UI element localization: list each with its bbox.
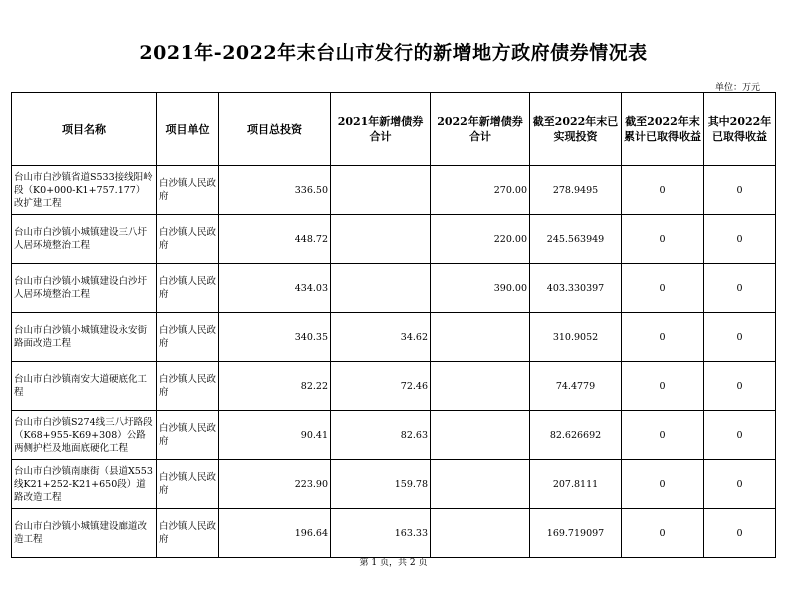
header-total: 项目总投资 — [219, 93, 331, 166]
page-title: 2021年-2022年末台山市发行的新增地方政府债券情况表 — [139, 42, 648, 64]
cell-total: 90.41 — [219, 411, 331, 460]
cell-income2022: 0 — [704, 313, 776, 362]
cell-bond2022: 220.00 — [431, 215, 530, 264]
cell-total: 434.03 — [219, 264, 331, 313]
cell-bond2022 — [431, 460, 530, 509]
cell-income2022: 0 — [704, 460, 776, 509]
cell-name: 台山市白沙镇S274线三八圩路段（K68+955-K69+308）公路两侧护栏及地面底硬化工程 — [12, 411, 157, 460]
cell-total: 448.72 — [219, 215, 331, 264]
header-invest: 截至2022年末已实现投资 — [530, 93, 622, 166]
page-footer: 第 1 页，共 2 页 — [359, 558, 428, 568]
table-row — [12, 362, 776, 411]
cell-income2022: 0 — [704, 264, 776, 313]
header-row — [12, 93, 776, 166]
cell-unit: 白沙镇人民政府 — [157, 362, 219, 411]
table-row — [12, 313, 776, 362]
cell-unit: 白沙镇人民政府 — [157, 264, 219, 313]
cell-income: 0 — [622, 166, 704, 215]
cell-invest: 278.9495 — [530, 166, 622, 215]
cell-total: 82.22 — [219, 362, 331, 411]
header-bond2021: 2021年新增债券合计 — [331, 93, 431, 166]
cell-name: 台山市白沙镇小城镇建设三八圩人居环境整治工程 — [12, 215, 157, 264]
cell-name: 台山市白沙镇南安大道硬底化工程 — [12, 362, 157, 411]
cell-unit: 白沙镇人民政府 — [157, 313, 219, 362]
cell-name: 台山市白沙镇小城镇建设白沙圩人居环境整治工程 — [12, 264, 157, 313]
cell-total: 340.35 — [219, 313, 331, 362]
cell-name: 台山市白沙镇小城镇建设永安街路面改造工程 — [12, 313, 157, 362]
cell-unit: 白沙镇人民政府 — [157, 215, 219, 264]
cell-bond2021: 82.63 — [331, 411, 431, 460]
cell-bond2021 — [331, 264, 431, 313]
cell-income: 0 — [622, 411, 704, 460]
cell-income: 0 — [622, 264, 704, 313]
cell-bond2021: 72.46 — [331, 362, 431, 411]
cell-unit: 白沙镇人民政府 — [157, 509, 219, 558]
cell-unit: 白沙镇人民政府 — [157, 460, 219, 509]
unit-label: 单位：万元 — [714, 83, 760, 93]
cell-unit: 白沙镇人民政府 — [157, 411, 219, 460]
header-name: 项目名称 — [12, 93, 157, 166]
cell-income2022: 0 — [704, 411, 776, 460]
cell-income: 0 — [622, 509, 704, 558]
header-income2022: 其中2022年已取得收益 — [704, 93, 776, 166]
cell-income2022: 0 — [704, 509, 776, 558]
cell-invest: 245.563949 — [530, 215, 622, 264]
table-row — [12, 411, 776, 460]
cell-income: 0 — [622, 313, 704, 362]
cell-name: 台山市白沙镇小城镇建设廊道改造工程 — [12, 509, 157, 558]
cell-invest: 207.8111 — [530, 460, 622, 509]
cell-income2022: 0 — [704, 215, 776, 264]
cell-invest: 169.719097 — [530, 509, 622, 558]
table-row — [12, 264, 776, 313]
cell-invest: 310.9052 — [530, 313, 622, 362]
cell-unit: 白沙镇人民政府 — [157, 166, 219, 215]
cell-bond2021: 163.33 — [331, 509, 431, 558]
cell-income2022: 0 — [704, 166, 776, 215]
cell-bond2022 — [431, 411, 530, 460]
cell-total: 223.90 — [219, 460, 331, 509]
cell-invest: 82.626692 — [530, 411, 622, 460]
cell-bond2022 — [431, 509, 530, 558]
cell-income2022: 0 — [704, 362, 776, 411]
cell-bond2022: 390.00 — [431, 264, 530, 313]
cell-bond2022 — [431, 362, 530, 411]
cell-income: 0 — [622, 215, 704, 264]
cell-invest: 403.330397 — [530, 264, 622, 313]
cell-income: 0 — [622, 362, 704, 411]
cell-bond2022: 270.00 — [431, 166, 530, 215]
cell-name: 台山市白沙镇省道S533接线阳岭段（K0+000-K1+757.177）改扩建工程 — [12, 166, 157, 215]
cell-total: 336.50 — [219, 166, 331, 215]
header-unit: 项目单位 — [157, 93, 219, 166]
cell-total: 196.64 — [219, 509, 331, 558]
cell-bond2021 — [331, 215, 431, 264]
cell-bond2021: 159.78 — [331, 460, 431, 509]
header-bond2022: 2022年新增债券合计 — [431, 93, 530, 166]
cell-name: 台山市白沙镇南康街（县道X553线K21+252-K21+650段）道路改造工程 — [12, 460, 157, 509]
cell-bond2021: 34.62 — [331, 313, 431, 362]
table-row — [12, 166, 776, 215]
table-row — [12, 215, 776, 264]
cell-income: 0 — [622, 460, 704, 509]
table-row — [12, 509, 776, 558]
cell-bond2021 — [331, 166, 431, 215]
table-row — [12, 460, 776, 509]
cell-invest: 74.4779 — [530, 362, 622, 411]
header-income: 截至2022年末累计已取得收益 — [622, 93, 704, 166]
bond-table — [11, 92, 776, 558]
cell-bond2022 — [431, 313, 530, 362]
